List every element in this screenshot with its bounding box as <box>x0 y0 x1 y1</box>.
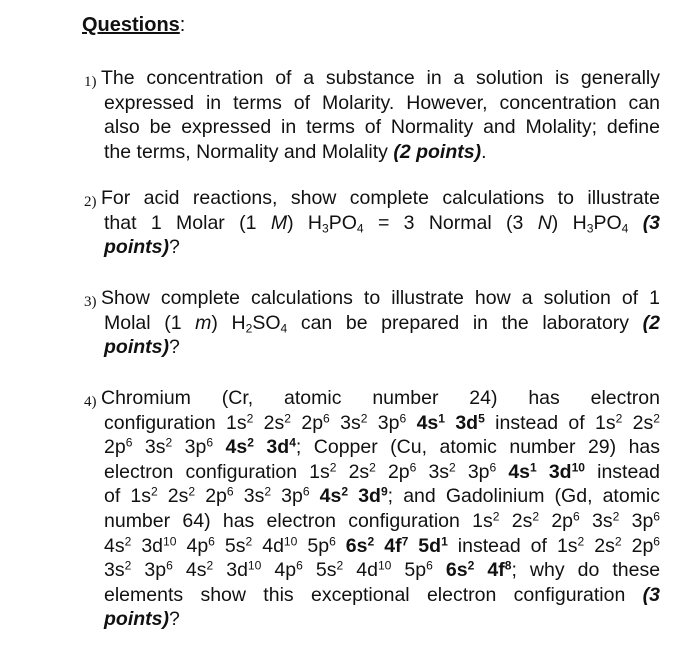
question-2 <box>84 186 660 260</box>
question-text <box>101 286 660 360</box>
normal-unit: N <box>537 211 552 234</box>
line-text: instead <box>585 460 660 483</box>
question-3 <box>84 286 660 360</box>
line-text: ; Copper (Cu, atomic number 29) has <box>295 436 661 459</box>
line-end: . <box>481 140 487 163</box>
line-text: ; and Gadolinium (Gd, atomic <box>387 485 661 508</box>
line-text: of 1s <box>104 485 151 508</box>
points-label: points) <box>104 236 169 259</box>
subscript: 4 <box>356 221 364 236</box>
line-text: instead of 1s <box>484 411 616 434</box>
line-text: ; why do these <box>511 559 661 582</box>
question-text <box>101 386 661 632</box>
question-line <box>104 583 660 608</box>
questions-heading <box>82 14 185 37</box>
question-line <box>104 335 660 360</box>
line-text: configuration 1s <box>104 411 247 434</box>
heading-title: Questions <box>82 14 180 36</box>
subscript: 4 <box>621 221 629 236</box>
question-line: also be expressed in terms of Normality and Molality; define <box>104 116 660 139</box>
eq-text: that 1 Molar (1 <box>104 211 271 234</box>
eq-text: PO <box>593 211 622 234</box>
molar-unit: M <box>270 211 288 234</box>
subscript: 4 <box>280 321 288 336</box>
eq-text: = 3 Normal (3 <box>363 211 538 234</box>
question-text <box>101 66 660 164</box>
question-1 <box>84 66 660 164</box>
question-line: of $1s^2$ $2s^2$ $2p^6$ $3s^2$ $3p^6$ $4s^2$ $3d^9$; and Gadolinium (Gd, atomic <box>104 484 661 508</box>
line-end: ? <box>168 608 180 631</box>
line-text: number 64) has electron configuration 1s <box>104 509 493 532</box>
points-label: (2 points) <box>393 140 482 163</box>
question-line: $4s^2$ $3d^{10}$ $4p^6$ $5s^2$ $4d^{10}$ $5p^6$ $6s^2$ $4f^7$ $5d^1$ instead of $1s^2$ $2s^2$ $2p^6$ <box>104 533 661 557</box>
eq-text: ) H <box>287 211 322 234</box>
points-label: (3 <box>642 211 661 234</box>
question-line: Show complete calculations to illustrate how a solution of 1 <box>101 287 660 309</box>
points-label: points) <box>104 336 169 359</box>
subscript: 3 <box>586 221 594 236</box>
question-line <box>104 607 660 632</box>
line-text: Molal (1 <box>104 311 196 334</box>
question-text <box>101 186 661 260</box>
line-text: the terms, Normality and Molality <box>104 140 388 163</box>
line-text: SO <box>252 311 281 334</box>
question-line: $2p^6$ $3s^2$ $3p^6$ $4s^2$ $3d^4$; Copper (Cu, atomic number 29) has <box>104 435 661 459</box>
points-label: (2 <box>642 311 660 334</box>
line-text: ) H <box>211 311 246 334</box>
question-number: 4) <box>84 394 97 410</box>
question-number: 3) <box>84 294 97 310</box>
line-text: electron configuration 1s <box>104 460 330 483</box>
question-line <box>104 235 660 260</box>
subscript: 3 <box>321 221 329 236</box>
line-end: ? <box>168 336 180 359</box>
points-label: (3 <box>642 583 661 606</box>
question-number: 1) <box>84 74 97 90</box>
subscript: 2 <box>245 321 253 336</box>
points-label: points) <box>104 608 169 631</box>
line-text: elements show this exceptional electron configuration <box>104 583 626 606</box>
eq-text: ) H <box>551 211 587 234</box>
question-line: number 64) has electron configuration $1s^2$ $2s^2$ $2p^6$ $3s^2$ $3p^6$ <box>104 509 661 532</box>
eq-text: PO <box>328 211 357 234</box>
line-end: ? <box>168 236 180 259</box>
molal-unit: m <box>195 311 212 334</box>
question-line: The concentration of a substance in a solution is generally <box>101 67 660 89</box>
question-line <box>104 140 660 165</box>
question-number: 2) <box>84 194 97 210</box>
question-line: electron configuration $1s^2$ $2s^2$ $2p^6$ $3s^2$ $3p^6$ $4s^1$ $3d^{10}$ instead <box>104 460 660 483</box>
line-text: can be prepared in the laboratory <box>287 311 643 334</box>
question-equation-line <box>104 211 660 236</box>
question-line: Chromium (Cr, atomic number 24) has electron <box>101 387 660 409</box>
question-line: For acid reactions, show complete calculations to illustrate <box>101 187 660 209</box>
question-4 <box>84 386 660 632</box>
question-line: expressed in terms of Molarity. However, concentration can <box>104 91 660 114</box>
question-line: configuration $1s^2$ $2s^2$ $2p^6$ $3s^2$ $3p^6$ $4s^1$ $3d^5$ instead of $1s^2$ $2s^2$ <box>104 410 660 434</box>
heading-colon: : <box>179 14 186 36</box>
line-text: instead of 1s <box>447 534 578 557</box>
question-line: $3s^2$ $3p^6$ $4s^2$ $3d^{10}$ $4p^6$ $5s^2$ $4d^{10}$ $5p^6$ $6s^2$ $4f^8$; why do these <box>104 558 661 582</box>
question-line <box>104 311 660 336</box>
